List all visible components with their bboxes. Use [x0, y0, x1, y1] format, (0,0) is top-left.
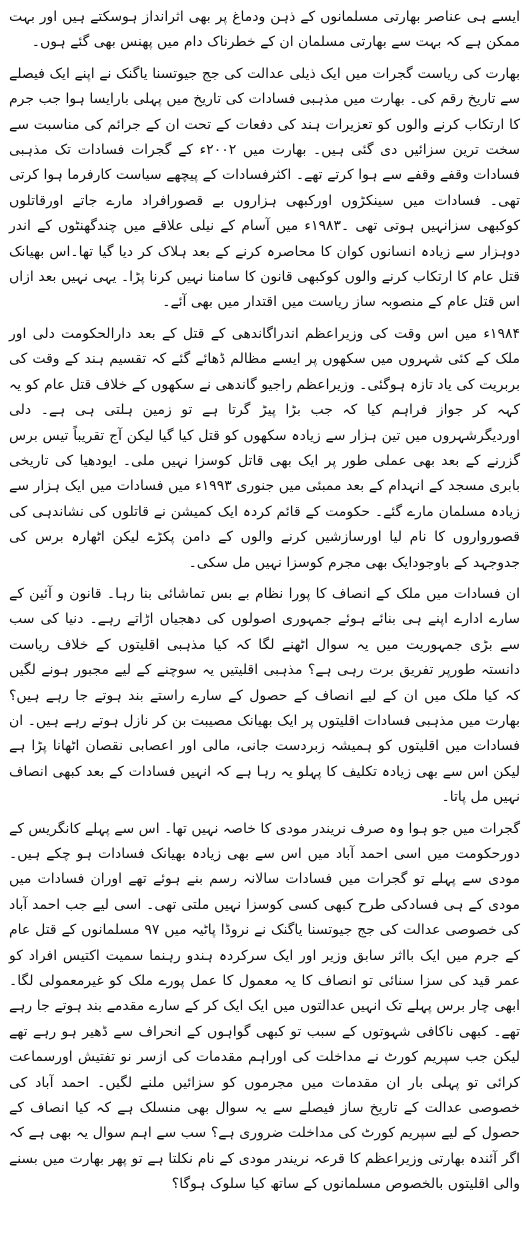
- paragraph-4: ان فسادات میں ملک کے انصاف کا پورا نظام بے بس تماشائی بنا رہا۔ قانون و آئین کے سارے ادارے اپنے ہی بنائے ہوئے جمہوری اصولوں کی دھجیاں اڑاتے رہے۔ دنیا کی سب سے بڑی جمہوریت میں یہ سوال اٹھنے لگا کہ کیا مذہبی اقلیتوں کے خلاف ریاست دانستہ طورپر تفریق برت رہی ہے؟ مذہبی اقلیتیں یہ سوچنے کے لیے مجبور ہونے لگیں کہ کیا ملک میں ان کے لیے انصاف کے حصول کے سارے راستے بند ہوتے جا رہے ہیں؟ بھارت میں مذہبی فسادات اقلیتوں پر ایک بھیانک مصیبت بن کر نازل ہوتے رہے ہیں۔ ان فسادات میں اقلیتوں کو ہمیشہ زبردست جانی، مالی اور اعصابی نقصان اٹھانا پڑا ہے لیکن اس سے بھی زیادہ تکلیف کا پہلو یہ رہا ہے کہ انہیں فسادات کے بعد کبھی انصاف نہیں مل پاتا۔: [9, 585, 520, 806]
- paragraph-2: بھارت کی ریاست گجرات میں ایک ذیلی عدالت کی جج جیوتسنا یاگنک نے اپنے ایک فیصلے سے تاریخ رقم کی۔ بھارت میں مذہبی فسادات کی تاریخ میں پہلی بارایسا ہوا جب جرم کا ارتکاب کرنے والوں کو تعزیرات ہند کی دفعات کے تحت ان کے جرائم کی مناسبت سے سخت ترین سزائیں دی گئی ہیں۔ بھارت میں ۲۰۰۲ء کے گجرات فسادات تک مذہبی فسادات وقفے وقفے سے ہوا کرتے تھے۔ اکثرفسادات کے پیچھے سیاست کارفرما ہوا کرتی تھی۔ فسادات میں سینکڑوں اورکبھی ہزاروں بے قصورافراد مارے جاتے اورقاتلوں کوکبھی سزانہیں ہوتی تھی ۔۱۹۸۳ء میں آسام کے نیلی علاقے میں چندگھنٹوں کے اندر دوہزار سے زیادہ انسانوں کوان کا محاصرہ کرنے کے بعد ہلاک کر دیا گیا تھا۔اس بھیانک قتل عام کا ارتکاب کرنے والوں کوکبھی قانون کا سامنا نہیں کرنا پڑا۔ یہی نہیں بعد ازاں اس قتل عام کے منصوبہ ساز ریاست میں اقتدار میں بھی آئے۔: [9, 65, 520, 311]
- paragraph-3: ۱۹۸۴ء میں اس وقت کی وزیراعظم اندراگاندھی کے قتل کے بعد دارالحکومت دلی اور ملک کے کئی شہروں میں سکھوں پر ایسے مظالم ڈھائے گئے کہ تقسیم ہند کے وقت کی بربریت کی یاد تازہ ہوگئی۔ وزیراعظم راجیو گاندھی نے سکھوں کے خلاف قتل عام کو یہ کہہ کر جواز فراہم کیا کہ جب بڑا پیڑ گرتا ہے تو زمین ہلتی ہی ہے۔ دلی اوردیگرشہروں میں تین ہزار سے زیادہ سکھوں کو قتل کیا گیا لیکن آج تقریباً تیس برس گزرنے کے بعد بھی عملی طور پر ایک بھی قاتل کوسزا نہیں ملی۔ ایودھیا کی تاریخی بابری مسجد کے انہدام کے بعد ممبئی میں جنوری ۱۹۹۳ء میں فسادات میں ایک ہزار سے زیادہ مسلمان مارے گئے۔ حکومت کے قائم کردہ ایک کمیشن نے قاتلوں کی نشاندہی کی قصورواروں کا نام لیا اورسازشیں کرنے والوں کے دامن پکڑے لیکن اٹھارہ برس کی جدوجہد کے باوجودایک بھی مجرم کوسزا نہیں مل سکی۔: [9, 325, 520, 571]
- paragraph-5: گجرات میں جو ہوا وہ صرف نریندر مودی کا خاصہ نہیں تھا۔ اس سے پہلے کانگریس کے دورحکومت میں اسی احمد آباد میں اس سے بھی زیادہ بھیانک فسادات ہو چکے ہیں۔ مودی سے پہلے تو گجرات میں فسادات سالانہ رسم بنے ہوئے تھے اوران فسادات میں مودی کے ہی فسادکی طرح کبھی کسی کوسزا نہیں ملتی تھی۔ اسی لیے جب احمد آباد کی خصوصی عدالت کی جج جیوتسنا یاگنک نے نروڈا پاٹیہ میں ۹۷ مسلمانوں کے قتل عام کے جرم میں ایک بااثر سابق وزیر اور ایک سرکردہ ہندو رہنما سمیت اکتیس افراد کو عمر قید کی سزا سنائی تو انصاف کا یہ معمول کا عمل پورے ملک کو غیرمعمولی لگا۔ ابھی چار برس پہلے تک انہیں عدالتوں میں ایک ایک کر کے سارے مقدمے بند ہوتے جا رہے تھے۔ کبھی ناکافی شہوتوں کے سبب تو کبھی گواہوں کے انحراف سے ڈھیر ہو رہے تھے لیکن جب سپریم کورٹ نے مداخلت کی اوراہم مقدمات کی ازسر نو تفتیش اورسماعت کرائی تو پہلی بار ان مقدمات میں مجرموں کو سزائیں ملنے لگیں۔ احمد آباد کی خصوصی عدالت کے تاریخ ساز فیصلے سے یہ سوال بھی منسلک ہے کہ کیا انصاف کے حصول کے لیے سپریم کورٹ کی مداخلت ضروری ہے؟ سب سے اہم سوال یہ بھی ہے کہ اگر آئندہ بھارتی وزیراعظم کا قرعہ نریندر مودی کے نام نکلتا ہے تو پھر بھارت میں بسنے والی اقلیتوں بالخصوص مسلمانوں کے ساتھ کیا سلوک ہوگا؟: [9, 820, 520, 1193]
- paragraph-1: ایسے ہی عناصر بھارتی مسلمانوں کے ذہن ودماغ پر بھی اثرانداز ہوسکتے ہیں اور بہت ممکن ہے کہ بہت سے بھارتی مسلمان ان کے خطرناک دام میں پھنس بھی گئے ہوں۔: [9, 9, 520, 51]
